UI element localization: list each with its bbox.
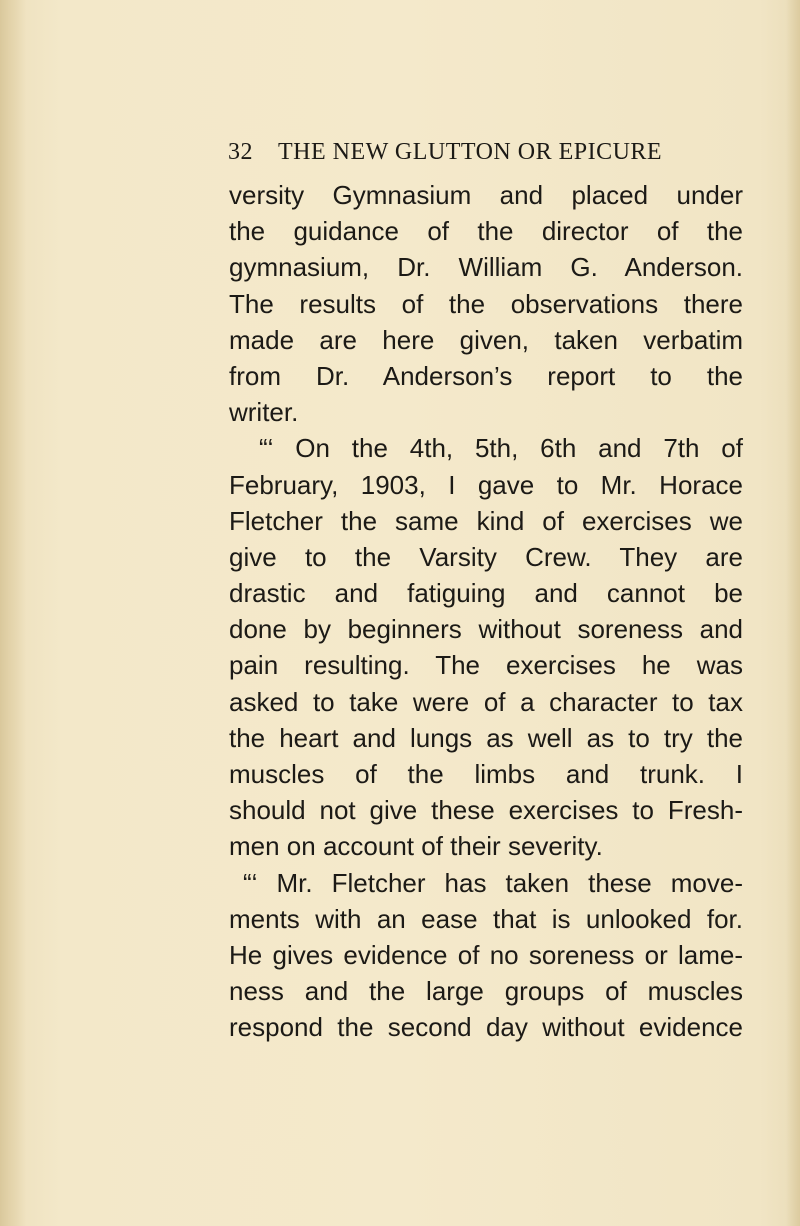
body-text: [229, 177, 743, 1046]
text-line: ness and the large groups of muscles: [229, 976, 743, 1007]
text-line: pain resulting. The exercises he was: [229, 650, 743, 681]
page-number: 32: [228, 139, 253, 165]
text-line: gymnasium, Dr. William G. Anderson.: [229, 252, 743, 283]
text-line: the heart and lungs as well as to try the: [229, 722, 743, 753]
text-line: from Dr. Anderson’s report to the: [229, 360, 743, 391]
text-line: He gives evidence of no soreness or lame-: [229, 939, 743, 970]
text-line: should not give these exercises to Fresh-: [229, 795, 743, 826]
text-line: Fletcher the same kind of exercises we: [229, 505, 743, 536]
text-line: men on account of their severity.: [229, 831, 603, 862]
text-line: muscles of the limbs and trunk. I: [229, 759, 743, 789]
text-line: writer.: [229, 397, 299, 428]
text-line: “‘ Mr. Fletcher has taken these move-: [243, 867, 743, 898]
text-line: made are here given, taken verbatim: [229, 324, 743, 355]
text-line: ments with an ease that is unlooked for.: [229, 903, 743, 934]
page-edge-shadow: [786, 0, 800, 1226]
text-line: February, 1903, I gave to Mr. Horace: [229, 469, 743, 500]
text-line: The results of the observations there: [229, 288, 743, 319]
text-line: versity Gymnasium and placed under: [229, 180, 743, 210]
text-line: the guidance of the director of the: [229, 216, 743, 247]
text-line: respond the second day without evidence: [229, 1012, 743, 1043]
text-line: done by beginners without soreness and: [229, 614, 743, 645]
text-line: asked to take were of a character to tax: [229, 686, 743, 717]
running-title: THE NEW GLUTTON OR EPICURE: [278, 139, 663, 165]
running-header: [228, 139, 748, 166]
text-line: drastic and fatiguing and cannot be: [229, 578, 743, 609]
text-line: “‘ On the 4th, 5th, 6th and 7th of: [259, 433, 743, 464]
page-binding-shadow: [0, 0, 26, 1226]
text-line: give to the Varsity Crew. They are: [229, 541, 743, 572]
